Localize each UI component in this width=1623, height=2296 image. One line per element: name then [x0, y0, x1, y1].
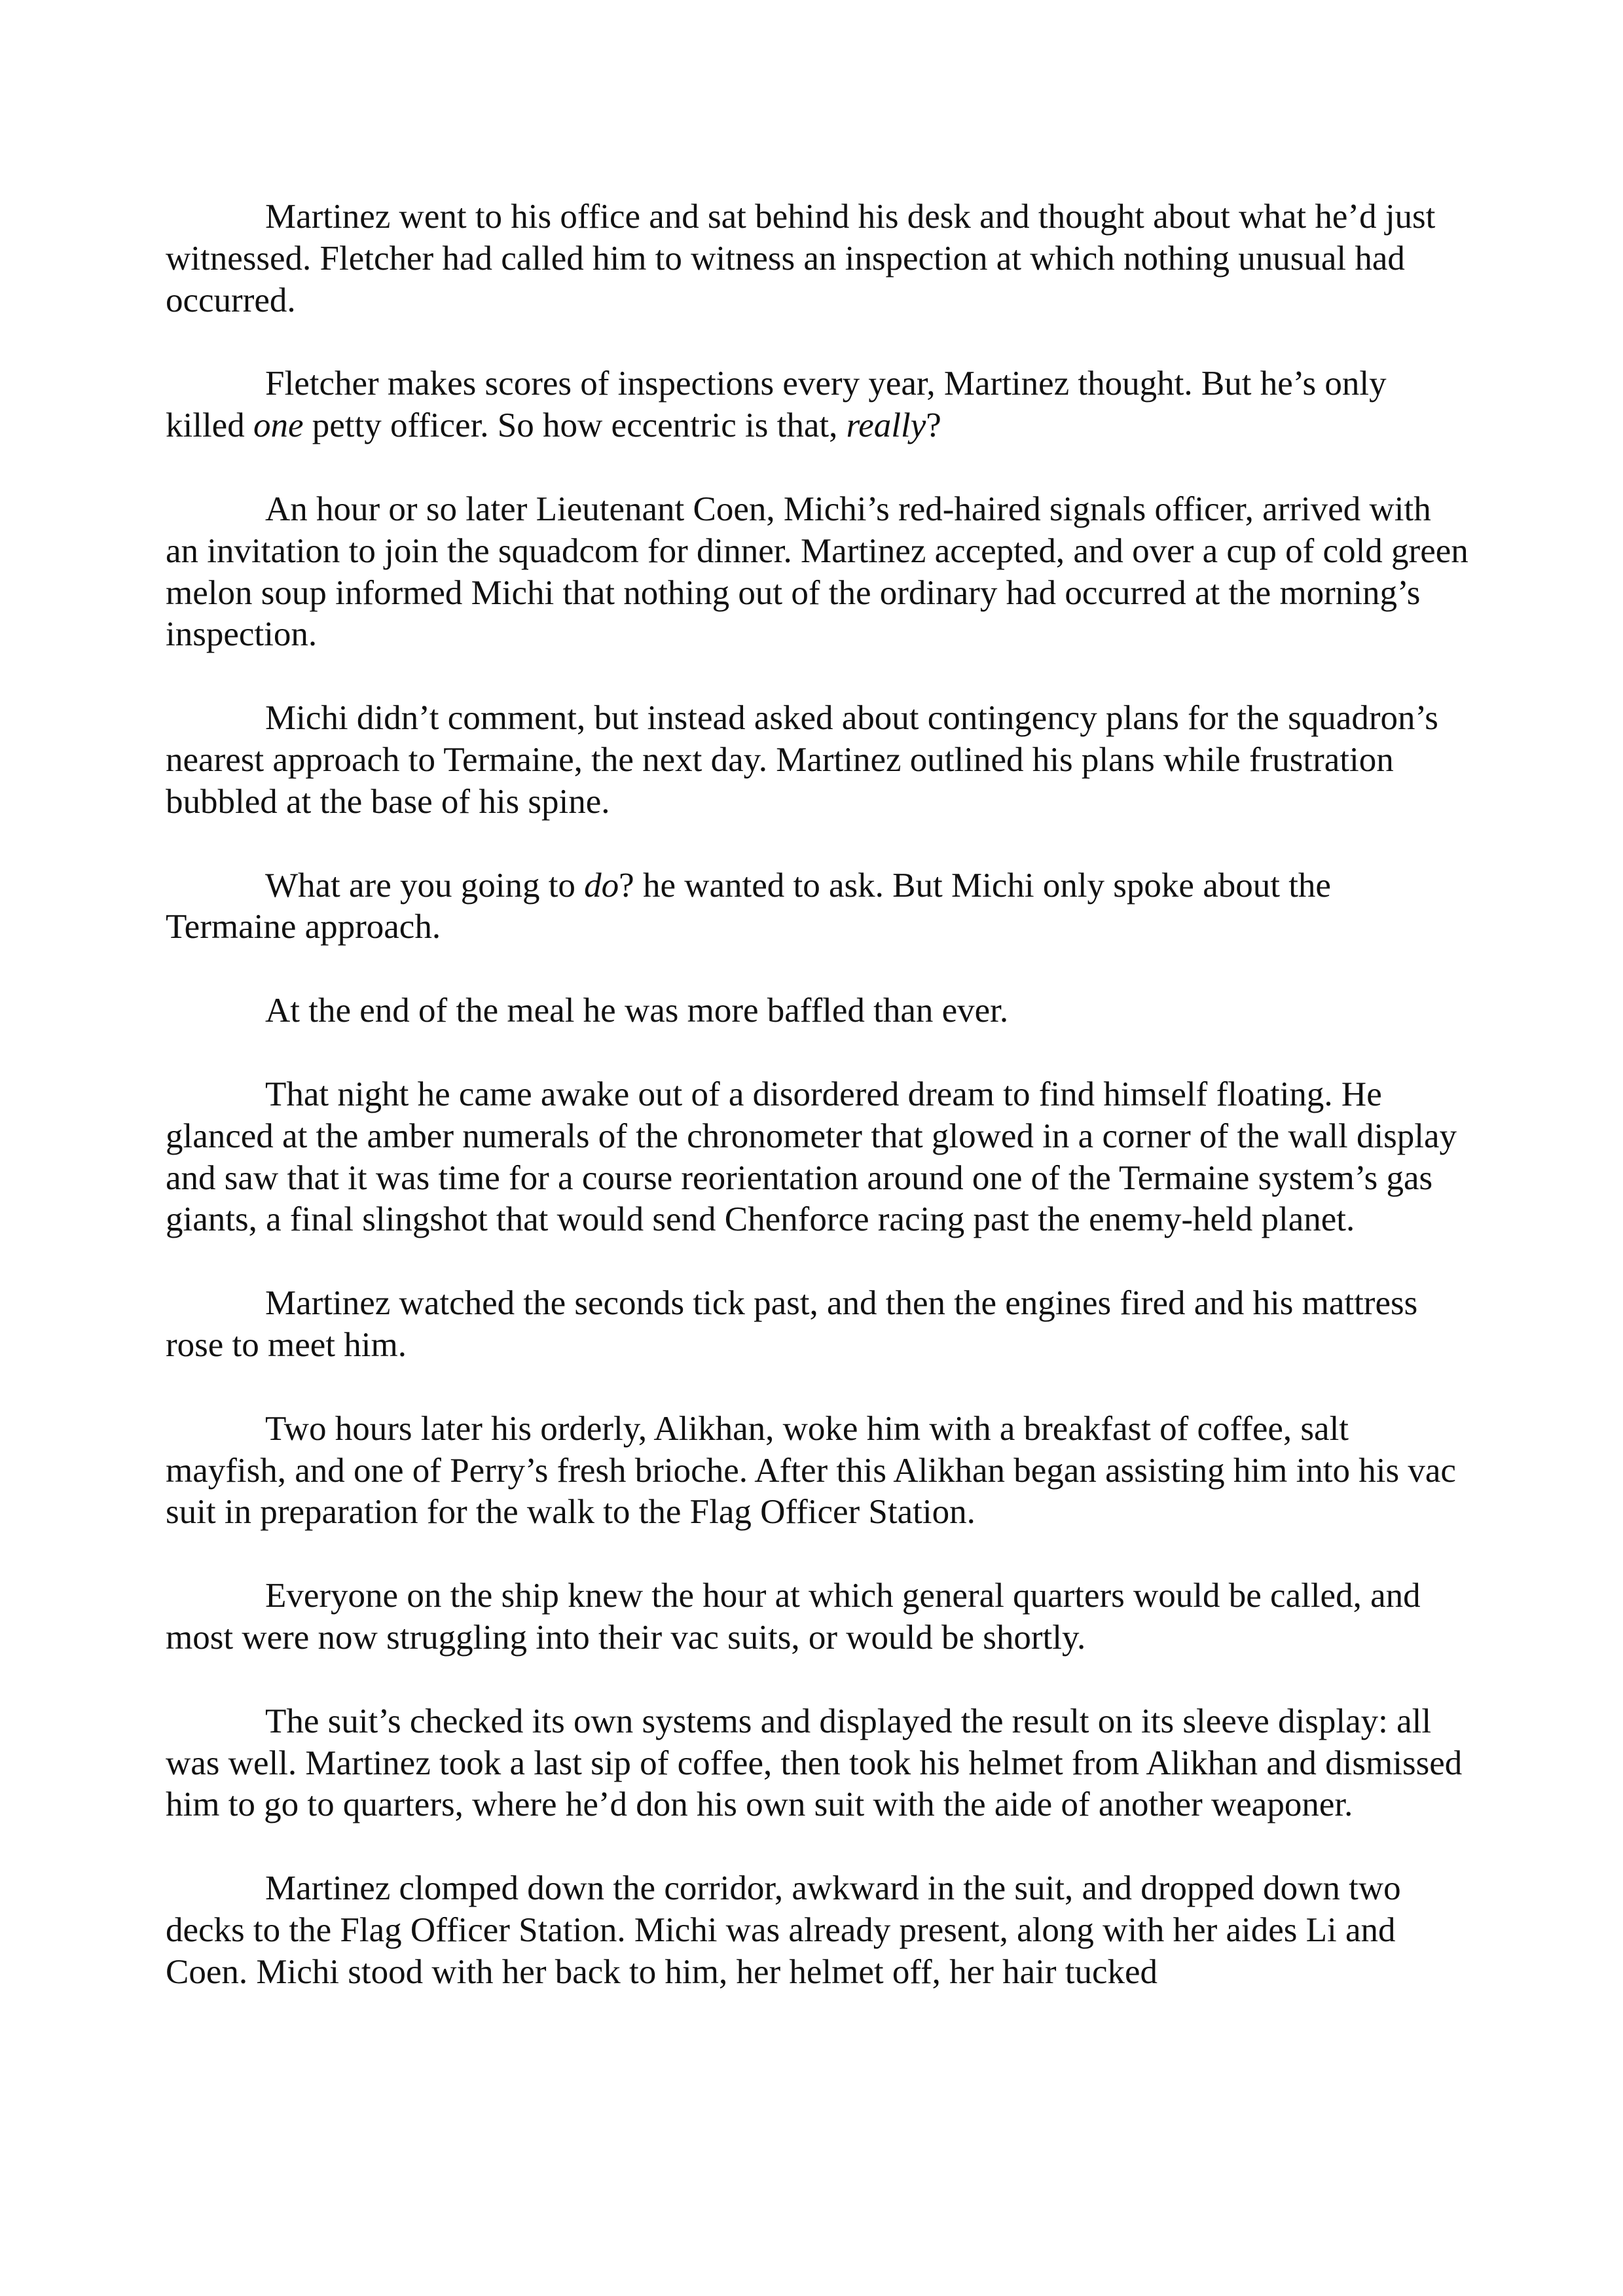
text-segment: Two hours later his orderly, Alikhan, woke him with a breakfast of coffee, salt mayfish, and one of Perry’s fresh brioche. After this Alikhan began assisting him into his vac suit in preparation for the walk to the Flag Officer Station.: [166, 1409, 1456, 1532]
paragraph: [166, 1575, 1468, 1659]
paragraph: [166, 865, 1468, 949]
text-segment: ?: [926, 406, 941, 445]
paragraph: [166, 1283, 1468, 1367]
text-segment: That night he came awake out of a disordered dream to find himself floating. He glanced at the amber numerals of the chronometer that glowed in a corner of the wall display and saw that it was time for a course reorientation around one of the Termaine system’s gas giants, a final slingshot that would send Chenforce racing past the enemy-held planet.: [166, 1075, 1457, 1239]
paragraph: [166, 1701, 1468, 1826]
text-segment: Martinez watched the seconds tick past, and then the engines fired and his mattress rose to meet him.: [166, 1284, 1418, 1364]
paragraph: [166, 196, 1468, 321]
text-segment: Fletcher makes scores of inspections every year, Martinez thought. But he’s only killed: [166, 365, 1387, 445]
text-segment: An hour or so later Lieutenant Coen, Michi’s red-haired signals officer, arrived with an invitation to join the squadcom for dinner. Martinez accepted, and over a cup of cold green melon soup informed Michi that nothing out of the ordinary had occurred at the morning’s inspection.: [166, 490, 1468, 654]
text-segment: Martinez clomped down the corridor, awkward in the suit, and dropped down two decks to the Flag Officer Station. Michi was already present, along with her aides Li and Coen. Michi stood with her back to him, her helmet off, her hair tucked: [166, 1869, 1401, 1991]
italic-text: one: [253, 406, 304, 445]
text-segment: Martinez went to his office and sat behind his desk and thought about what he’d just witnessed. Fletcher had called him to witness an inspection at which nothing unusual had occurred.: [166, 198, 1436, 319]
text-segment: What are you going to: [265, 866, 585, 905]
text-segment: ? he wanted to ask. But Michi only spoke about the Termaine approach.: [166, 866, 1331, 946]
document-page: [166, 196, 1468, 1994]
paragraph: [166, 698, 1468, 823]
paragraph: [166, 990, 1468, 1032]
text-segment: The suit’s checked its own systems and displayed the result on its sleeve display: all was well. Martinez took a last sip of coffee, then took his helmet from Alikhan and dismissed him to go to quarters, where he’d don his own suit with the aide of another weaponer.: [166, 1702, 1463, 1824]
paragraph: [166, 1408, 1468, 1534]
text-segment: At the end of the meal he was more baffled than ever.: [265, 992, 1009, 1030]
paragraph: [166, 1868, 1468, 1993]
paragraph: [166, 1074, 1468, 1241]
text-segment: Everyone on the ship knew the hour at which general quarters would be called, and most were now struggling into their vac suits, or would be shortly.: [166, 1577, 1421, 1657]
paragraph: [166, 489, 1468, 656]
text-segment: Michi didn’t comment, but instead asked about contingency plans for the squadron’s nearest approach to Termaine, the next day. Martinez outlined his plans while frustration bubbled at the base of his spine.: [166, 699, 1438, 821]
italic-text: really: [846, 406, 926, 445]
paragraph: [166, 363, 1468, 447]
text-segment: petty officer. So how eccentric is that,: [303, 406, 847, 445]
italic-text: do: [584, 866, 619, 905]
